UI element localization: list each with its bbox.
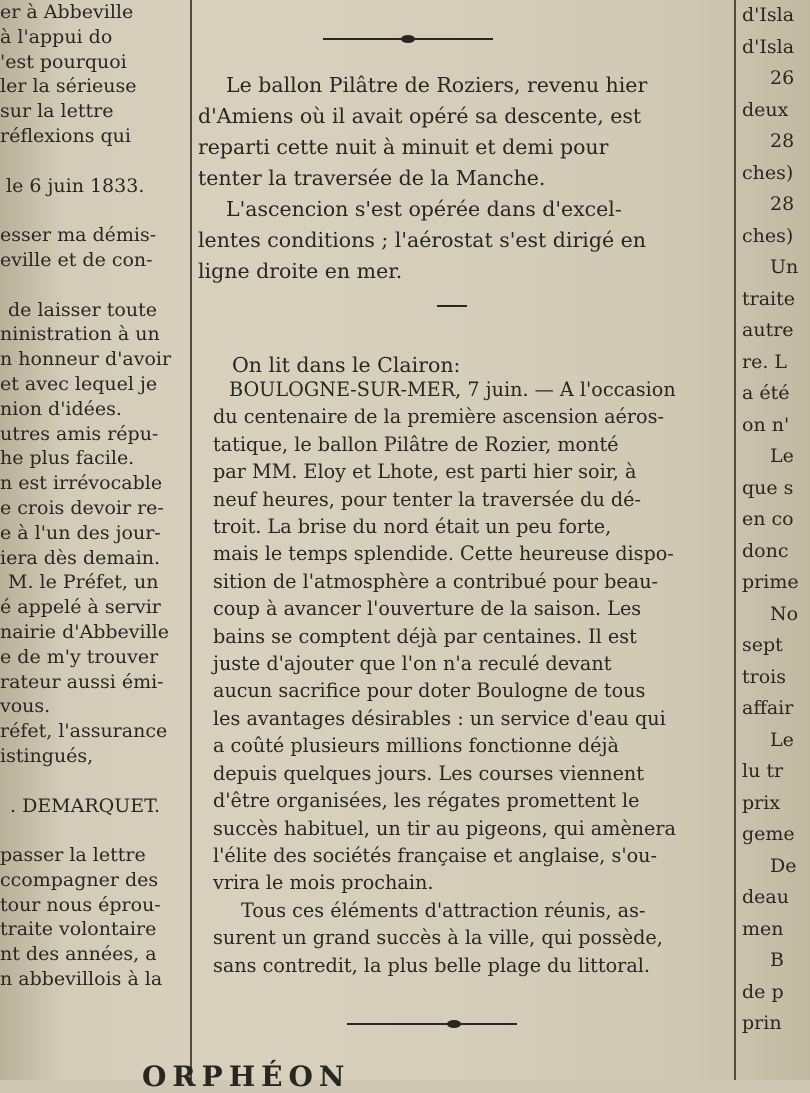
article-line: surent un grand succès à la ville, qui possède, [213, 926, 663, 950]
text-line: esser ma démis- [0, 224, 157, 247]
text-line: geme [742, 823, 795, 845]
article-separator [437, 305, 467, 307]
article-line: tenter la traversée de la Manche. [198, 166, 546, 190]
text-line: sur la lettre [0, 100, 114, 123]
text-line: e crois devoir re- [0, 496, 164, 519]
left-column-fragment [0, 0, 186, 1080]
article-line: Le ballon Pilâtre de Roziers, revenu hier [226, 73, 648, 97]
text-line: d'Isla [742, 4, 795, 26]
text-line: et avec lequel je [0, 372, 158, 395]
text-line: é appelé à servir [0, 596, 161, 619]
bottom-ornament-rule [347, 1019, 517, 1029]
text-line [0, 149, 186, 174]
article-intro [232, 352, 460, 379]
text-line: No [770, 602, 799, 625]
article-line: coup à avancer l'ouverture de la saison. Les [213, 597, 642, 621]
text-line: n est irrévocable [0, 472, 163, 495]
text-line: prix [742, 791, 781, 814]
text-line: e à l'un des jour- [0, 521, 161, 544]
text-line: 'est pourquoi [0, 50, 127, 73]
article-balloon-return [198, 70, 648, 287]
article-line: a coûté plusieurs millions fonctionne déjà [213, 734, 619, 758]
text-line: lu tr [742, 760, 784, 782]
right-column-fragment [742, 0, 810, 1080]
text-line [0, 273, 186, 298]
text-line: n abbevillois à la [0, 968, 163, 991]
text-line: . DEMARQUET. [10, 794, 161, 817]
article-line: troit. La brise du nord était un peu forte, [213, 515, 612, 539]
article-line: BOULOGNE-SUR-MER, 7 juin. — A l'occasion [229, 378, 676, 401]
article-line: succès habituel, un tir au pigeons, qui amènera [213, 816, 677, 840]
article-line: lentes conditions ; l'aérostat s'est dirigé en [198, 228, 646, 252]
text-line: re. L [742, 350, 788, 373]
column-rule-right [734, 0, 736, 1080]
article-line: par MM. Eloy et Lhote, est parti hier soir, à [213, 460, 637, 484]
text-line: le 6 juin 1833. [6, 174, 145, 197]
text-line: utres amis répu- [0, 422, 159, 445]
column-rule-left [190, 0, 192, 1080]
text-line: n honneur d'avoir [0, 348, 172, 371]
article-boulogne [213, 376, 677, 979]
text-line: B [770, 949, 784, 971]
article-line: sans contredit, la plus belle plage du littoral. [213, 953, 651, 977]
text-line: nion d'idées. [0, 397, 122, 420]
article-line: bains se comptent déjà par centaines. Il est [213, 624, 637, 648]
text-line: que s [742, 476, 794, 499]
text-line: ches) [742, 161, 794, 184]
text-line: er à Abbeville [0, 1, 134, 23]
article-line: ligne droite en mer. [198, 259, 403, 283]
text-line: donc [742, 539, 789, 562]
article-line: reparti cette nuit à minuit et demi pour [198, 135, 609, 159]
text-line: à l'appui do [0, 25, 113, 48]
text-line: tour nous éprou- [0, 893, 161, 916]
article-line: aucun sacrifice pour doter Boulogne de tous [213, 679, 646, 703]
text-line: traite [742, 287, 796, 310]
text-line: ler la sérieuse [0, 75, 137, 98]
text-line: iera dès demain. [0, 546, 161, 569]
article-line: neuf heures, pour tenter la traversée du dé- [213, 487, 642, 511]
text-line: De [770, 854, 797, 877]
text-line: ninistration à un [0, 323, 160, 346]
article-line: depuis quelques jours. Les courses viennent [213, 761, 644, 785]
text-line: deau [742, 886, 789, 908]
text-line: traite volontaire [0, 918, 157, 941]
article-line: L'ascencion s'est opérée dans d'excel- [226, 197, 622, 221]
text-line: eville et de con- [0, 248, 153, 271]
article-line: d'Amiens où il avait opéré sa descente, est [198, 104, 642, 128]
text-line: ches) [742, 224, 794, 247]
article-line: les avantages désirables : un service d'eau qui [213, 706, 666, 730]
text-line: Le [770, 728, 794, 751]
article-line: d'être organisées, les régates promettent le [213, 789, 640, 813]
section-heading: ORPHÉON [142, 1060, 351, 1093]
article-line: tatique, le ballon Pilâtre de Rozier, monté [213, 432, 619, 456]
text-line: prin [742, 1012, 782, 1034]
text-line: 28 [770, 193, 795, 215]
text-line: e de m'y trouver [0, 645, 159, 668]
text-line: passer la lettre [0, 844, 146, 867]
text-line: 28 [770, 130, 795, 152]
article-line: vrira le mois prochain. [213, 871, 434, 895]
text-line: 26 [770, 67, 795, 89]
text-line: trois [742, 665, 786, 688]
text-line: de p [742, 980, 784, 1003]
article-line: sition de l'atmosphère a contribué pour beau- [213, 569, 659, 593]
article-line: du centenaire de la première ascension aéros- [213, 405, 664, 429]
text-line: réfet, l'assurance [0, 720, 168, 743]
text-line: d'Isla [742, 35, 795, 58]
article-line: Tous ces éléments d'attraction réunis, as- [241, 898, 646, 922]
article-line: l'élite des sociétés française et anglaise, s'ou- [213, 843, 658, 867]
text-line: rateur aussi émi- [0, 670, 164, 693]
article-line: juste d'ajouter que l'on n'a reculé devant [213, 652, 612, 676]
text-line: prime [742, 571, 799, 593]
text-line: en co [742, 508, 794, 530]
text-line: réflexions qui [0, 124, 131, 147]
text-line: ccompagner des [0, 868, 159, 891]
text-line: men [742, 917, 784, 940]
text-line: on n' [742, 413, 790, 436]
text-line: Le [770, 445, 794, 467]
text-line: M. le Préfet, un [8, 571, 159, 594]
text-line [0, 818, 186, 843]
text-line: nairie d'Abbeville [0, 620, 169, 643]
top-ornament-rule [323, 34, 493, 44]
text-line [0, 769, 186, 794]
text-line: vous. [0, 695, 51, 718]
text-line: Un [770, 256, 799, 278]
text-line: deux [742, 98, 789, 121]
intro-text: On lit dans le Clairon: [232, 353, 461, 377]
text-line: istingués, [0, 744, 94, 767]
text-line: autre [742, 319, 794, 341]
article-line: mais le temps splendide. Cette heureuse dispo- [213, 542, 674, 566]
text-line: nt des années, a [0, 943, 157, 966]
text-line: sept [742, 634, 783, 656]
text-line: de laisser toute [8, 298, 157, 321]
text-line: he plus facile. [0, 447, 135, 470]
text-line: affair [742, 697, 794, 719]
text-line [0, 198, 186, 223]
text-line: a été [742, 382, 790, 404]
